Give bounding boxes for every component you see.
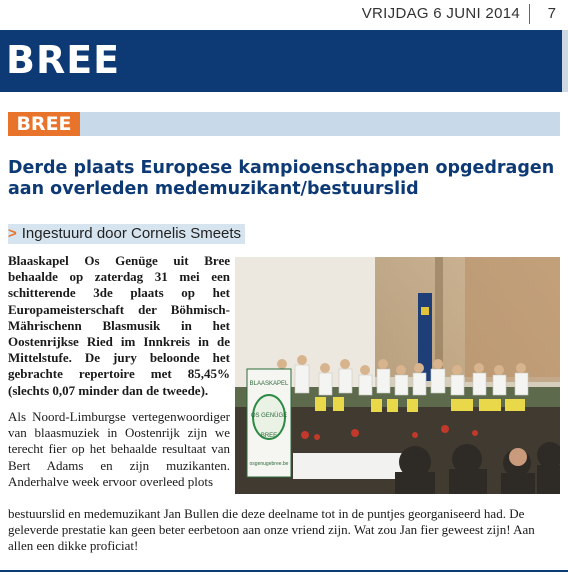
photo-banner-text-1: BLAASKAPEL bbox=[249, 381, 289, 387]
location-tag: BREE bbox=[8, 112, 80, 136]
tag-bar bbox=[8, 112, 560, 136]
byline-text: Ingestuurd door Cornelis Smeets bbox=[21, 225, 242, 242]
section-banner bbox=[0, 30, 562, 92]
chevron-right-icon: > bbox=[8, 225, 17, 242]
article-body-full: bestuurslid en medemuzikant Jan Bullen die deze deelname tot in de puntjes georganiseerd had. De geleverde prestatie kan geen beter eerbetoon aan onze vriend zijn. Wat zou Jan fier geweest zijn! Aan allen een dikke proficiat! bbox=[8, 506, 535, 554]
photo-banner-text-3: BREE bbox=[260, 433, 278, 439]
page-number: 7 bbox=[547, 5, 556, 22]
photo-banner-text-2: OS GENÜGE bbox=[250, 413, 288, 419]
photo-banner-url: osgenugebree.be bbox=[249, 461, 289, 467]
bottom-rule bbox=[0, 570, 568, 572]
banner-edge bbox=[562, 30, 568, 92]
article-intro: Blaaskapel Os Genüge uit Bree behaalde op zaterdag 31 mei een schitterende 3de plaats op het Europameisterschaft der Böhmisch-Mährischenn Blasmusik in het Oostenrijkse Ried im Innkreis in de Mittelstufe. De jury beloonde het gebrachte repertoire met 85,45% (slechts 0,07 minder dan de tweede). bbox=[8, 253, 230, 398]
section-title: BREE bbox=[6, 38, 121, 82]
page-header bbox=[0, 0, 568, 30]
article-photo bbox=[235, 257, 560, 494]
byline bbox=[8, 224, 245, 244]
article-body-column: Als Noord-Limburgse vertegenwoordiger van blaasmuziek in Oostenrijk zijn we terecht fier op het behaalde resultaat van Bert Adams en zijn muzikanten. Anderhalve week ervoor overleed plots bbox=[8, 409, 230, 489]
band-photo-illustration bbox=[235, 257, 560, 494]
issue-date: VRIJDAG 6 JUNI 2014 bbox=[361, 5, 520, 22]
article-headline: Derde plaats Europese kampioenschappen opgedragen aan overleden medemuzikant/bestuurslid bbox=[8, 158, 555, 199]
header-divider bbox=[529, 4, 530, 24]
